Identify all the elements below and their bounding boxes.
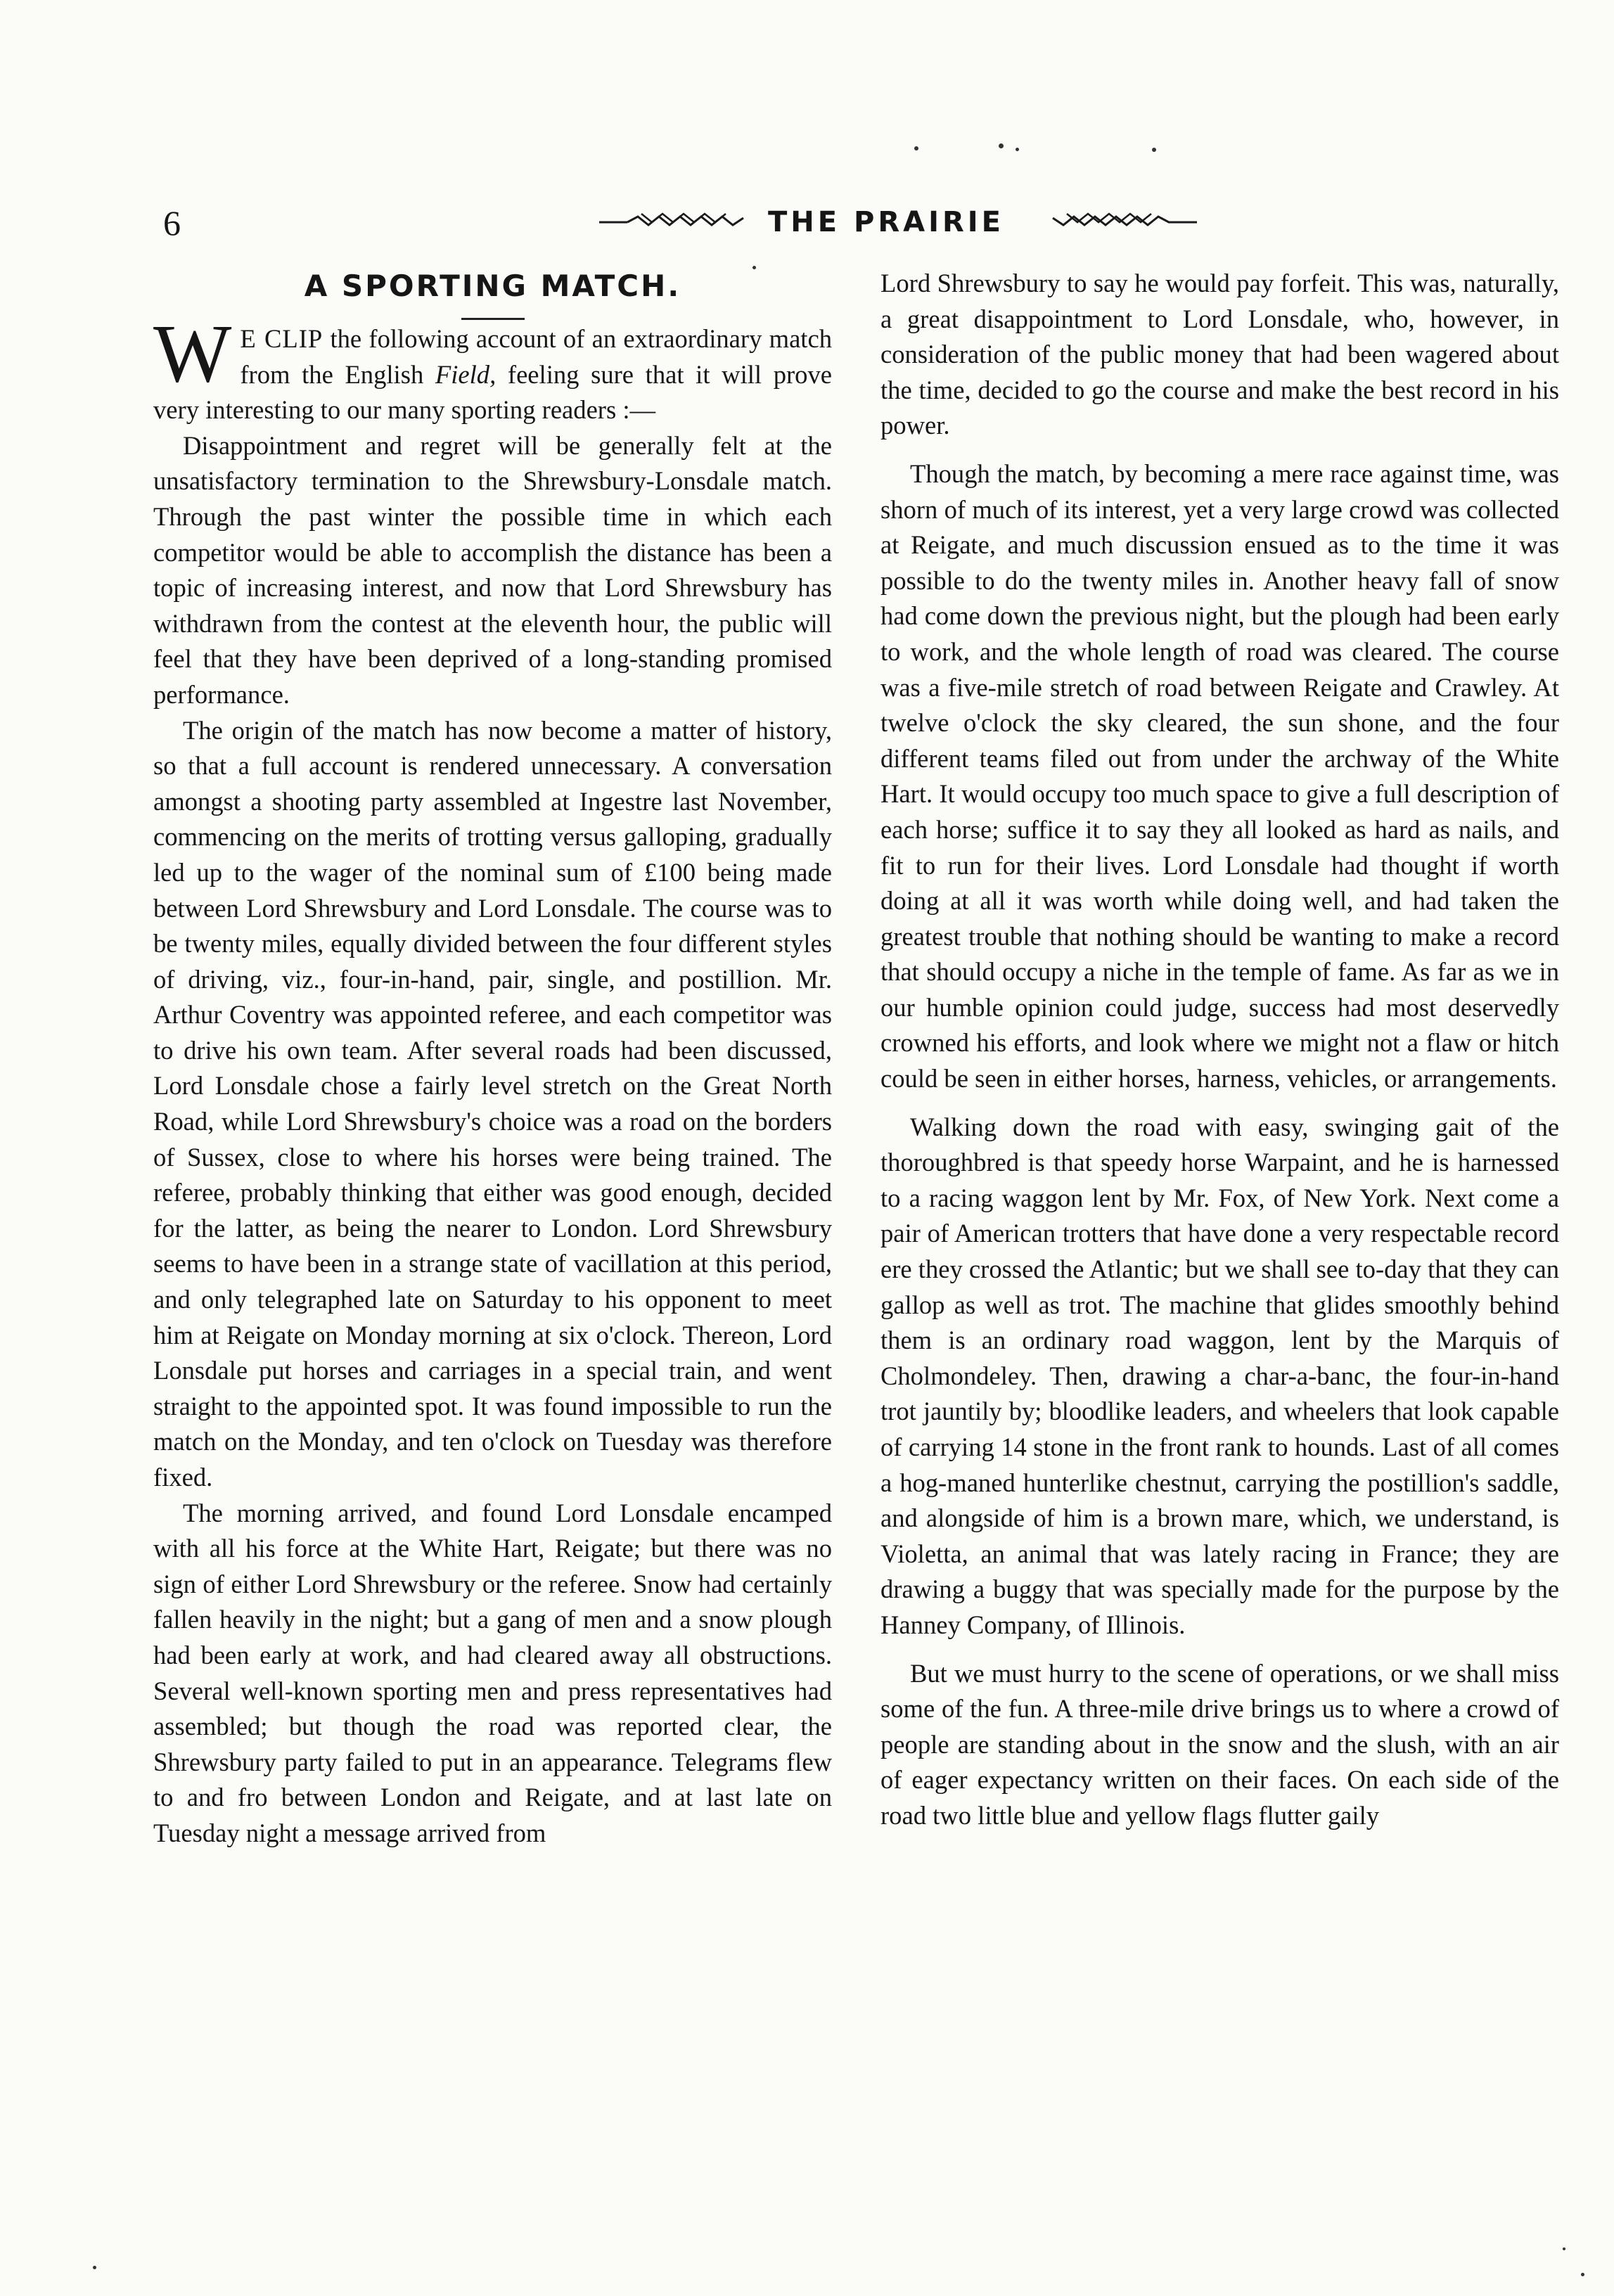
intro-text-2: feeling sure that it will prove very interesting to our many sporting readers :— [153,359,832,425]
page-number: 6 [163,203,181,243]
left-ornament-icon [599,207,747,235]
left-column [153,260,832,1852]
body-paragraph: The morning arrived, and found Lord Lonsdale encamped with all his force at the White Hart, Reigate; but there was no sign of either Lord Shrewsbury or the referee. Snow had certainly fallen heavily in the night; but a gang of men and a snow plough had been early at work, and had cleared away all obstructions. Several well-known sporting men and press representatives had assembled; but though the road was reported clear, the Shrewsbury party failed to put in an appearance. Telegrams flew to and fro between London and Reigate, and at last late on Tuesday night a message arrived from [153,1498,832,1847]
scan-speck [1016,148,1019,151]
intro-text-1: the following account of an extraordinary match from the English [240,324,832,389]
running-header [163,198,1450,248]
right-ornament-icon [1049,207,1197,235]
body-paragraph: Though the match, by becoming a mere race against time, was shorn of much of its interest, yet a very large crowd was collected at Reigate, and much discussion ensued as to the time it was possible to do the twenty miles in. Another heavy fall of snow had come down the previous night, but the plough had been early to work, and the whole length of road was cleared. The course was a five-mile stretch of road between Reigate and Crawley. At twelve o'clock the sky cleared, the sun shone, and the four different teams filed out from under the archway of the White Hart. It would occupy too much space to give a full description of each horse; suffice it to say they all looked as hard as nails, and fit to run for their lives. Lord Lonsdale had thought if worth doing at all it was worth while doing well, and had taken the greatest trouble that nothing should be wanting to make a record that should occupy a niche in the temple of fame. As far as we in our humble opinion could judge, success had most deservedly crowned his efforts, and look where we might not a flaw or hitch could be seen in either horses, harness, vehicles, or arrangements. [880,458,1559,1094]
scan-speck [1152,148,1156,152]
body-paragraph: But we must hurry to the scene of operations, or we shall miss some of the fun. A three-mile drive brings us to where a crowd of people are standing about in the snow and the slush, with an air of eager expectancy written on their faces. On each side of the road two little blue and yellow flags flutter gaily [880,1658,1559,1830]
scan-speck [752,266,756,269]
body-paragraph: The origin of the match has now become a matter of history, so that a full account is rendered unnecessary. A conversation amongst a shooting party assembled at Ingestre last November, commencing on the merits of trotting versus galloping, gradually led up to the wager of the nominal sum of £100 being made between Lord Shrewsbury and Lord Lonsdale. The course was to be twenty miles, equally divided between the four different styles of driving, viz., four-in-hand, pair, single, and postillion. Mr. Arthur Coventry was appointed referee, and each competitor was to drive his own team. After several roads had been discussed, Lord Lonsdale chose a fairly level stretch on the Great North Road, while Lord Shrewsbury's choice was a road on the borders of Sussex, close to where his horses were being trained. The referee, probably thinking that either was good enough, decided for the latter, as being the nearer to London. Lord Shrewsbury seems to have been in a strange state of vacillation at this period, and only telegraphed late on Saturday to his opponent to meet him at Reigate on Monday morning at six o'clock. Thereon, Lord Lonsdale put horses and carriages in a special train, and went straight to the appointed spot. It was found impossible to run the match on the Monday, and ten o'clock on Tuesday was therefore fixed. [153,715,832,1492]
body-paragraph: Lord Shrewsbury to say he would pay forfeit. This was, naturally, a great disappointment to Lord Lonsdale, who, however, in consideration of the public money that had been wagered about the time, decided to go the course and make the best record in his power. [880,269,1559,440]
drop-cap: W [153,307,232,399]
article-title: A SPORTING MATCH. [304,269,681,303]
running-title: THE PRAIRIE [768,206,1004,238]
intro-italic: Field, [435,359,497,389]
intro-paragraph [153,307,832,428]
body-paragraph: Walking down the road with easy, swinging gait of the thoroughbred is that speedy horse Warpaint, and he is harnessed to a racing waggon lent by Mr. Fox, of New York. Next come a pair of American trotters that have done a very respectable record ere they crossed the Atlantic; but we shall see to-day that they can gallop as well as trot. The machine that glides smoothly behind them is an ordinary road waggon, lent by the Marquis of Cholmondeley. Then, drawing a char-a-banc, the four-in-hand trot jauntily by; bloodlike leaders, and wheelers that look capable of carrying 14 stone in the front rank to hounds. Last of all comes a hog-maned hunterlike chestnut, carrying the postillion's saddle, and alongside of him is a brown mare, which, we understand, is Violetta, an animal that was lately racing in France; they are drawing a buggy that was specially made for the purpose by the Hanney Company, of Illinois. [880,1112,1559,1639]
intro-lead: E CLIP [240,324,324,353]
title-rule [461,318,525,320]
scan-speck [1581,2273,1584,2276]
right-column [880,266,1559,1834]
scan-speck [1563,2247,1565,2250]
scan-speck [914,146,918,150]
scan-speck [93,2266,96,2269]
scan-speck [999,143,1004,148]
body-paragraph: Disappointment and regret will be generally felt at the unsatisfactory termination to the Shrewsbury-Lonsdale match. Through the past winter the possible time in which each competitor would be able to accomplish the distance has been a topic of increasing interest, and now that Lord Shrewsbury has withdrawn from the contest at the eleventh hour, the public will feel that they have been deprived of a long-standing promised performance. [153,430,832,709]
